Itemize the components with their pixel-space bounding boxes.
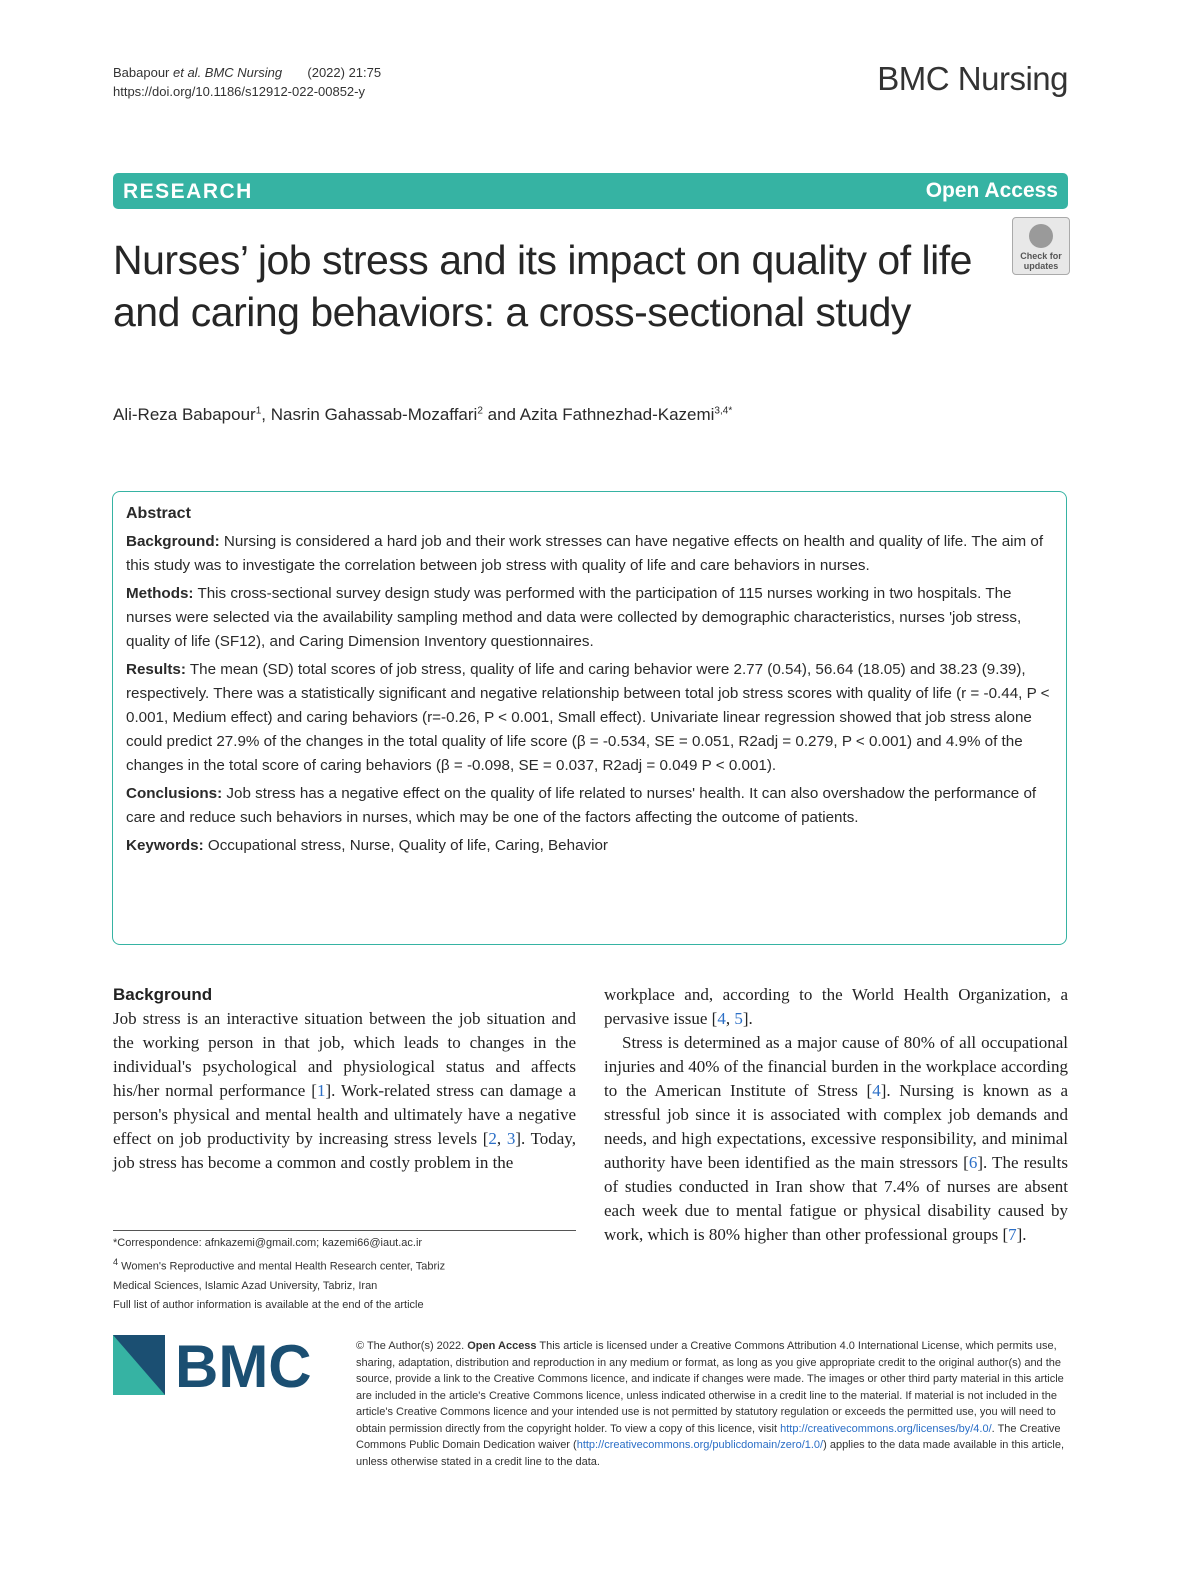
open-access-label: Open Access [925,179,1058,202]
body-paragraph [113,1007,576,1175]
affiliation-marker: 4 [113,1257,119,1267]
abstract-keywords [126,834,1051,858]
body-column-left [113,983,576,1175]
body-text: , [725,1009,735,1028]
section-text: Nursing is considered a hard job and their work stresses can have negative effects on health and quality of life. The aim of this study was to investigate the correlation between job stress with quality of life and care behaviors in nurses. [126,533,1044,574]
body-text: ]. [1016,1225,1027,1244]
open-access-bold: Open Access [467,1340,537,1352]
section-text: This cross-sectional survey design study was performed with the participation of 115 nurses working in two hospitals. The nurses were selected via the availability sampling method and data were collected by demographic characteristics, nurses 'job stress, quality of life (SF12), and Caring Dimension Inventory questionnaires. [126,585,1022,650]
body-text: ]. Nursing is known as a stressful job since it is associated with complex job demands and needs, and high expectations, excessive responsibility, and minimal authority have been identified as the main stressors [ [604,1081,1068,1172]
abstract-results [126,658,1051,778]
citation-link[interactable]: 1 [316,1081,326,1100]
badge-text-1: Check for [1020,251,1062,261]
section-label: Background: [126,533,220,550]
citation-link[interactable]: 5 [734,1009,743,1028]
check-for-updates-badge[interactable] [1012,217,1070,275]
affiliation-marker: 2 [477,405,483,417]
article-type-banner [113,173,1068,209]
abstract-conclusions [126,782,1051,830]
body-text: ]. The results of studies conducted in Iran show that 7.4% of nurses are absent each week due to mental fatigue or physical disability caused by work, which is 80% higher than other professional groups [ [604,1153,1068,1244]
body-text: workplace and, according to the World Health Organization, a pervasive issue [ [604,985,1068,1028]
citation-link[interactable]: 7 [1008,1225,1017,1244]
footnote-divider [113,1230,576,1231]
badge-text-2: updates [1023,261,1059,271]
body-text: ]. Today, job stress has become a common and costly problem in the [113,1129,576,1172]
citation-link[interactable]: 3 [506,1129,516,1148]
update-icon [1029,224,1053,248]
body-column-right [604,983,1068,1247]
license-link[interactable]: http://creativecommons.org/licenses/by/4.0/ [780,1422,992,1435]
section-text: Occupational stress, Nurse, Quality of life, Caring, Behavior [203,837,608,854]
body-text: Stress is determined as a major cause of 80% of all occupational injuries and 40% of the financial burden in the workplace according to the American Institute of Stress [ [604,1033,1068,1100]
license-body: ) applies to the data made available in this article, unless otherwise stated in a credit line to the data. [356,1439,1065,1468]
section-label: Keywords: [126,837,204,854]
license-text [356,1338,1068,1470]
doi-link[interactable]: https://doi.org/10.1186/s12912-022-00852-y [113,84,365,99]
article-type-label: RESEARCH [123,180,253,203]
citation-header [113,63,381,101]
author-separator: and [482,405,520,424]
abstract-heading: Abstract [126,505,191,522]
author-name[interactable]: Nasrin Gahassab-Mozaffari [270,405,478,424]
footnotes [113,1234,576,1315]
author-list [113,405,732,425]
article-title: Nurses’ job stress and its impact on quality of life and caring behaviors: a cross-sectional study [113,237,972,335]
body-text: ]. Work-related stress can damage a person's physical and mental health and ultimately have a negative effect on job productivity by increasing stress levels [ [113,1081,576,1148]
affiliation-text: Women's Reproductive and mental Health Research center, Tabriz [118,1260,446,1273]
affiliation-marker: 1 [255,405,262,417]
citation-link[interactable]: 4 [872,1081,881,1100]
body-paragraph [604,1031,1068,1247]
abstract-box [112,491,1067,945]
body-paragraph [604,983,1068,1031]
citation-authors: Babapour [113,65,173,80]
affiliation-note-cont: Medical Sciences, Islamic Azad University, Tabriz, Iran [113,1279,378,1292]
affiliation-marker: 3,4* [714,405,733,417]
body-text: , [496,1129,507,1148]
section-label: Results: [126,661,186,678]
logo-text: BMC [175,1335,312,1395]
citation-link[interactable]: 4 [717,1009,726,1028]
license-body: This article is licensed under a Creative Commons Attribution 4.0 International License, which permits use, sharing, adaptation, distribution and reproduction in any medium or format, as long as you give appropriate credit to the original author(s) and the source, provide a link to the Creative Commons licence, and indicate if changes were made. The images or other third party material in this article are included in the article's Creative Commons licence, unless indicated otherwise in a credit line to the material. If material is not included in the article's Creative Commons licence and your intended use is not permitted by statutory regulation or exceeds the permitted use, you will need to obtain permission directly from the copyright holder. To view a copy of this licence, visit [356,1340,1064,1435]
license-body: . The Creative Commons Public Domain Dedication waiver ( [356,1422,1061,1451]
section-text: Job stress has a negative effect on the quality of life related to nurses' health. It can also overshadow the performance of care and reduce such behaviors in nurses, which may be one of the factors affecting the outcome of patients. [126,785,1037,826]
citation-year: (2022) 21:75 [307,65,382,80]
section-heading: Background [113,985,213,1004]
bmc-logo [113,1335,328,1395]
citation-link[interactable]: 6 [968,1153,978,1172]
body-text: Job stress is an interactive situation between the job situation and the working person in that job, which leads to changes in the individual's psychological and physiological status and affects his/her normal performance [ [113,1009,576,1100]
copyright-text: © The Author(s) 2022. [356,1340,468,1352]
citation-link[interactable]: 2 [488,1129,497,1148]
author-separator: , [261,405,271,424]
author-name[interactable]: Ali-Reza Babapour [113,405,256,424]
journal-name: BMC Nursing [877,60,1068,97]
abstract-background [126,530,1051,578]
author-info-note: Full list of author information is available at the end of the article [113,1298,424,1311]
correspondence-note: *Correspondence: afnkazemi@gmail.com; kazemi66@iaut.ac.ir [113,1237,423,1249]
affiliation-note [113,1253,576,1277]
section-label: Methods: [126,585,194,602]
section-text: The mean (SD) total scores of job stress, quality of life and caring behavior were 2.77 (0.54), 56.64 (18.05) and 38.23 (9.39), respectively. There was a statistically significant and negative relationship between total job stress scores with quality of life (r = -0.44, P < 0.001, Medium effect) and caring behaviors (r=-0.26, P < 0.001, Small effect). Univariate linear regression showed that job stress alone could predict 27.9% of the changes in the total quality of life score (β = -0.534, SE = 0.051, R2adj = 0.279, P < 0.001) and 4.9% of the changes in the total score of caring behaviors (β = -0.098, SE = 0.037, R2adj = 0.049 P < 0.001). [126,661,1050,774]
citation-journal: et al. BMC Nursing [173,65,283,80]
body-text: ]. [742,1009,753,1028]
abstract-methods [126,582,1051,654]
waiver-link[interactable]: http://creativecommons.org/publicdomain/zero/1.0/ [576,1439,824,1451]
section-label: Conclusions: [126,785,223,802]
author-name[interactable]: Azita Fathnezhad-Kazemi [519,405,715,424]
